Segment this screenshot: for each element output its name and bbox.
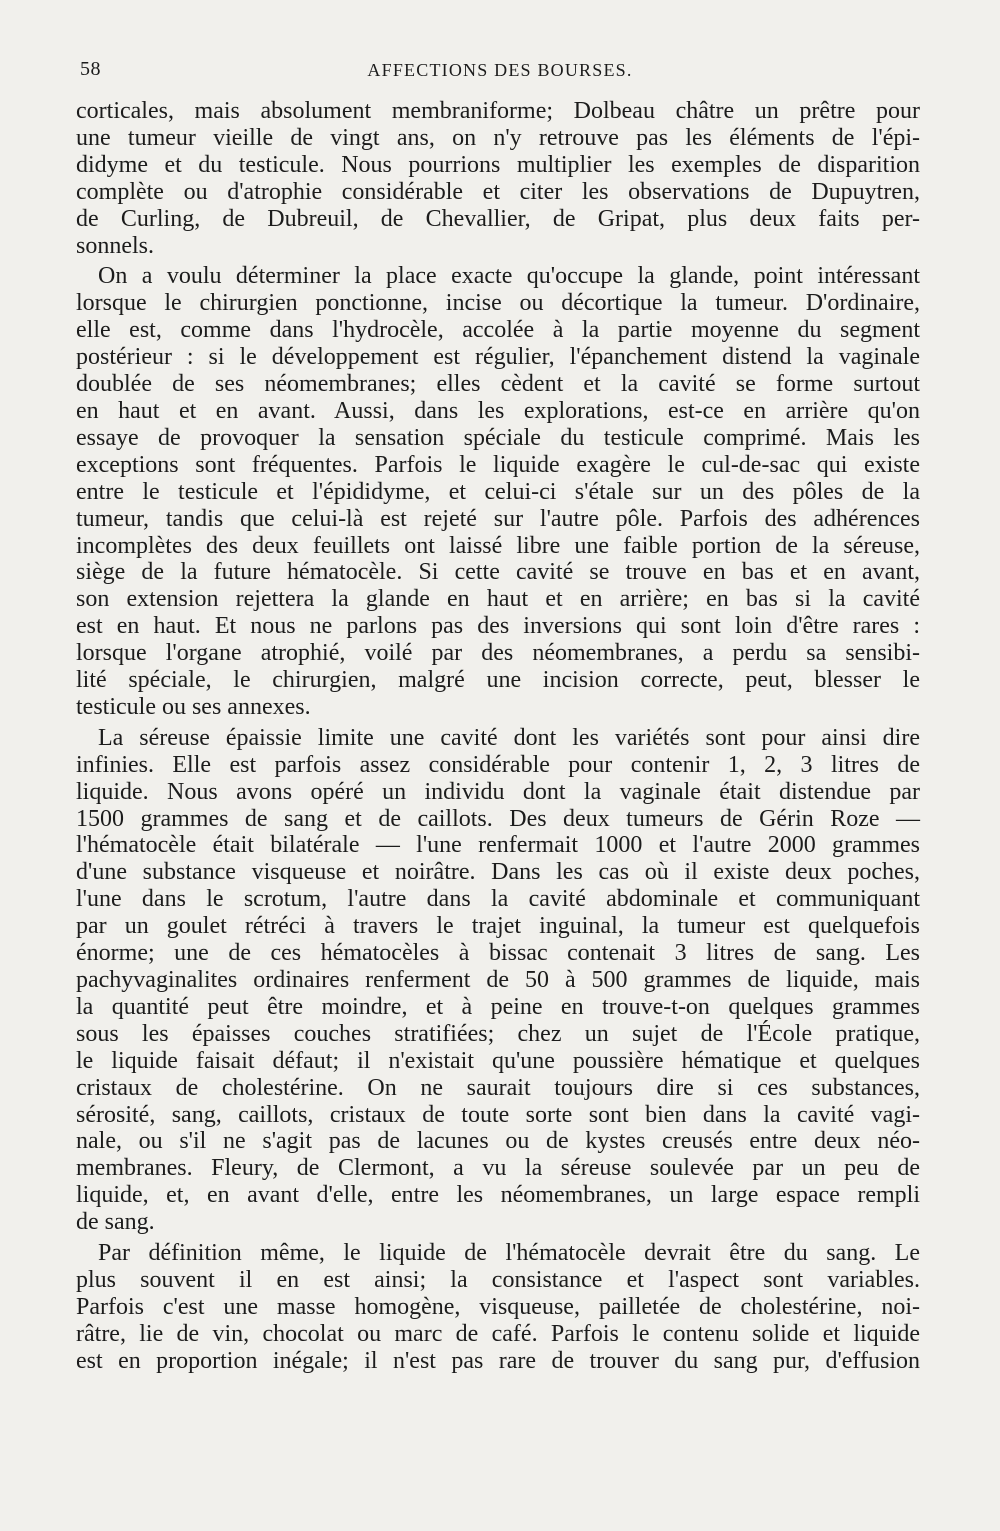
text-line: est en haut. Et nous ne parlons pas des inversions qui sont loin d'être rares :: [76, 613, 920, 640]
text-line: sonnels.: [76, 232, 154, 259]
text-line: une tumeur vieille de vingt ans, on n'y retrouve pas les éléments de l'épi-: [76, 124, 920, 151]
text-line: de sang.: [76, 1209, 155, 1236]
text-line: est en proportion inégale; il n'est pas rare de trouver du sang pur, d'effusion: [76, 1347, 920, 1374]
text-line: elle est, comme dans l'hydrocèle, accolée à la partie moyenne du segment: [76, 317, 920, 344]
text-line: liquide. Nous avons opéré un individu dont la vaginale était distendue par: [76, 778, 920, 805]
text-line: de Curling, de Dubreuil, de Chevallier, de Gripat, plus deux faits per-: [76, 205, 920, 232]
text-line: liquide, et, en avant d'elle, entre les néomembranes, un large espace rempli: [76, 1182, 920, 1209]
text-line: par un goulet rétréci à travers le trajet inguinal, la tumeur est quelquefois: [76, 913, 920, 940]
text-line: testicule ou ses annexes.: [76, 693, 311, 720]
text-line: complète ou d'atrophie considérable et citer les observations de Dupuytren,: [76, 178, 920, 205]
text-line: corticales, mais absolument membraniforme; Dolbeau châtre un prêtre pour: [76, 98, 920, 124]
text-line: son extension rejettera la glande en haut et en arrière; en bas si la cavité: [76, 586, 920, 613]
text-line: La séreuse épaissie limite une cavité dont les variétés sont pour ainsi dire: [98, 724, 920, 751]
text-line: infinies. Elle est parfois assez considérable pour contenir 1, 2, 3 litres de: [76, 751, 920, 778]
text-line: sérosité, sang, caillots, cristaux de toute sorte sont bien dans la cavité vagi-: [76, 1101, 920, 1128]
page-number: 58: [80, 58, 101, 80]
text-line: lorsque l'organe atrophié, voilé par des néomembranes, a perdu sa sensibi-: [76, 640, 920, 667]
text-line: exceptions sont fréquentes. Parfois le liquide exagère le cul-de-sac qui existe: [76, 451, 920, 478]
paragraph: [76, 1240, 920, 1375]
text-line: Par définition même, le liquide de l'hématocèle devrait être du sang. Le: [98, 1240, 920, 1267]
paragraph: [76, 98, 920, 259]
running-title: AFFECTIONS DES BOURSES.: [367, 60, 633, 80]
text-line: siège de la future hématocèle. Si cette cavité se trouve en bas et en avant,: [76, 559, 920, 586]
text-line: énorme; une de ces hématocèles à bissac contenait 3 litres de sang. Les: [76, 940, 920, 967]
text-line: Parfois c'est une masse homogène, visqueuse, pailletée de cholestérine, noi-: [76, 1293, 920, 1320]
text-line: essaye de provoquer la sensation spéciale du testicule comprimé. Mais les: [76, 424, 920, 451]
text-line: tumeur, tandis que celui-là est rejeté sur l'autre pôle. Parfois des adhérences: [76, 505, 920, 532]
text-line: sous les épaisses couches stratifiées; chez un sujet de l'École pratique,: [76, 1020, 920, 1047]
text-line: plus souvent il en est ainsi; la consistance et l'aspect sont variables.: [76, 1266, 920, 1293]
body-text: [76, 98, 920, 1375]
text-line: râtre, lie de vin, chocolat ou marc de café. Parfois le contenu solide et liquide: [76, 1320, 920, 1347]
text-line: cristaux de cholestérine. On ne saurait toujours dire si ces substances,: [76, 1074, 920, 1101]
paragraph: [76, 725, 920, 1236]
text-line: entre le testicule et l'épididyme, et celui-ci s'étale sur un des pôles de la: [76, 478, 920, 505]
text-line: l'une dans le scrotum, l'autre dans la cavité abdominale et communiquant: [76, 886, 920, 913]
text-line: en haut et en avant. Aussi, dans les explorations, est-ce en arrière qu'on: [76, 397, 920, 424]
text-line: postérieur : si le développement est régulier, l'épanchement distend la vaginale: [76, 344, 920, 371]
text-line: doublée de ses néomembranes; elles cèdent et la cavité se forme surtout: [76, 371, 920, 398]
text-line: membranes. Fleury, de Clermont, a vu la séreuse soulevée par un peu de: [76, 1155, 920, 1182]
text-line: pachyvaginalites ordinaires renferment de 50 à 500 grammes de liquide, mais: [76, 967, 920, 993]
text-line: d'une substance visqueuse et noirâtre. Dans les cas où il existe deux poches,: [76, 859, 920, 886]
text-line: la quantité peut être moindre, et à peine en trouve-t-on quelques grammes: [76, 993, 920, 1020]
text-line: lité spéciale, le chirurgien, malgré une incision correcte, peut, blesser le: [76, 667, 920, 694]
page-header: [80, 58, 920, 88]
text-line: lorsque le chirurgien ponctionne, incise ou décortique la tumeur. D'ordinaire,: [76, 290, 920, 317]
text-line: didyme et du testicule. Nous pourrions multiplier les exemples de disparition: [76, 151, 920, 178]
text-line: nale, ou s'il ne s'agit pas de lacunes ou de kystes creusés entre deux néo-: [76, 1128, 920, 1155]
paragraph: [76, 263, 920, 720]
text-line: l'hématocèle était bilatérale — l'une renfermait 1000 et l'autre 2000 grammes: [76, 832, 920, 859]
text-line: 1500 grammes de sang et de caillots. Des deux tumeurs de Gérin Roze —: [76, 805, 920, 832]
text-line: incomplètes des deux feuillets ont laissé libre une faible portion de la séreuse,: [76, 532, 920, 559]
text-line: On a voulu déterminer la place exacte qu'occupe la glande, point intéressant: [98, 263, 920, 290]
text-line: le liquide faisait défaut; il n'existait qu'une poussière hématique et quelques: [76, 1047, 920, 1074]
